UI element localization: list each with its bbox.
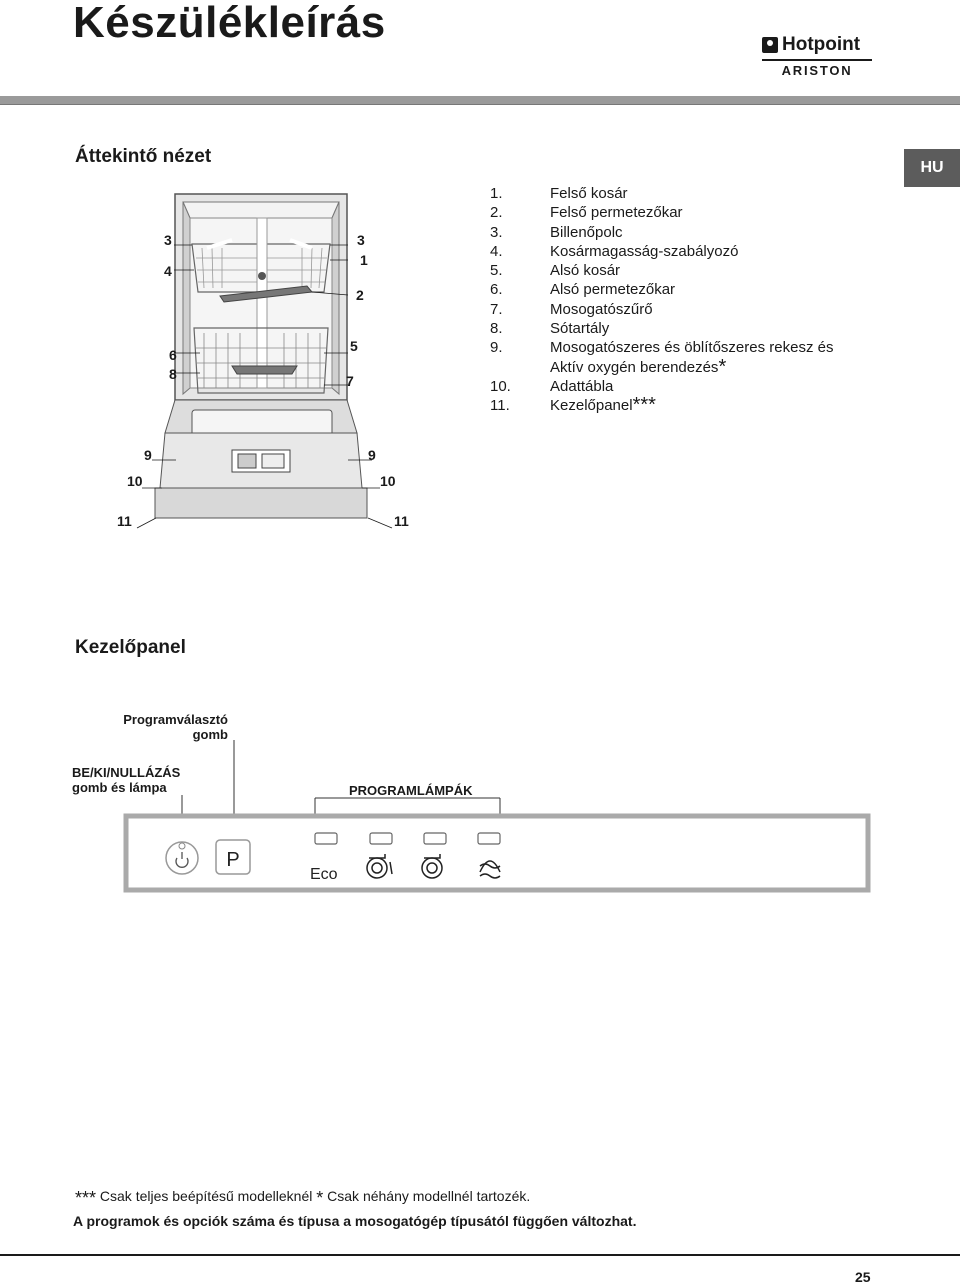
parts-list-item <box>490 300 833 319</box>
footer-rule <box>0 1254 960 1256</box>
parts-list-number: 11. <box>490 397 510 415</box>
parts-list-label: Mosogatószűrő <box>550 300 653 318</box>
parts-list-label: Aktív oxygén berendezés <box>550 358 719 376</box>
parts-list-item <box>490 184 833 203</box>
parts-list-label: Billenőpolc <box>550 223 623 241</box>
callout-3-right: 3 <box>357 232 365 248</box>
program-selector-label: Programválasztó gomb <box>123 712 228 742</box>
callout-9-left: 9 <box>144 447 152 463</box>
parts-list-label: Alsó permetezőkar <box>550 281 676 299</box>
overview-heading: Áttekintő nézet <box>75 146 212 167</box>
program-lamp-3 <box>424 833 446 844</box>
parts-list-label: Mosogatószeres és öblítőszeres rekesz és <box>550 339 834 357</box>
parts-list-number: 3. <box>490 223 503 241</box>
parts-list-item <box>490 319 833 338</box>
parts-list-number: 7. <box>490 300 503 318</box>
parts-list-item <box>490 396 833 415</box>
callout-10-right: 10 <box>380 473 396 489</box>
parts-list-label: Adattábla <box>550 377 614 395</box>
parts-list-number: 5. <box>490 262 503 280</box>
parts-list-item <box>490 377 833 396</box>
callout-3-left: 3 <box>164 232 172 248</box>
callout-5: 5 <box>350 338 358 354</box>
parts-list-item <box>490 280 833 299</box>
parts-list-label: Felső permetezőkar <box>550 204 683 222</box>
control-panel-diagram <box>60 700 880 900</box>
dishwasher-diagram <box>112 188 412 538</box>
parts-list-label: Alsó kosár <box>550 262 621 280</box>
parts-list-number: 8. <box>490 320 503 338</box>
page-number: 25 <box>855 1269 871 1285</box>
footnote-marker: *** <box>632 394 656 417</box>
callout-10-left: 10 <box>127 473 143 489</box>
callout-11-right: 11 <box>394 513 409 529</box>
parts-list-number <box>490 358 550 377</box>
parts-list-label: Sótartály <box>550 320 610 338</box>
parts-list-item <box>490 242 833 261</box>
eco-program-label: Eco <box>310 866 338 883</box>
parts-list-number: 10. <box>490 377 511 395</box>
power-button <box>166 842 198 874</box>
parts-list-label: Kezelőpanel <box>550 397 633 415</box>
header-bar <box>0 96 960 105</box>
callout-8: 8 <box>169 366 177 382</box>
parts-list-number: 4. <box>490 242 503 260</box>
hotpoint-logo-icon <box>762 37 778 53</box>
brand-name: Hotpoint <box>782 34 861 55</box>
program-button-label: P <box>226 849 240 871</box>
callout-9-right: 9 <box>368 447 376 463</box>
program-lamp-1 <box>315 833 337 844</box>
program-lamp-4 <box>478 833 500 844</box>
callout-1: 1 <box>360 252 368 268</box>
language-tab: HU <box>904 149 960 187</box>
parts-list-item <box>490 203 833 222</box>
parts-list-item <box>490 223 833 242</box>
parts-list-number: 1. <box>490 185 503 202</box>
parts-list <box>490 184 833 416</box>
parts-list-item <box>490 338 833 357</box>
parts-list-item <box>490 355 833 378</box>
parts-list-number: 2. <box>490 204 503 222</box>
page-title: Készülékleírás <box>73 0 386 47</box>
callout-2: 2 <box>356 287 364 303</box>
program-lamps-label: PROGRAMLÁMPÁK <box>349 783 473 798</box>
callout-4: 4 <box>164 263 172 279</box>
brand-sub: ARISTON <box>781 63 853 78</box>
brand-logo <box>762 34 872 78</box>
parts-list-number: 6. <box>490 281 503 299</box>
parts-list-item <box>490 261 833 280</box>
parts-list-number: 9. <box>490 339 503 357</box>
control-panel-heading: Kezelőpanel <box>75 637 186 658</box>
program-lamp-2 <box>370 833 392 844</box>
callout-7: 7 <box>346 373 354 389</box>
onoff-label: BE/KI/NULLÁZÁS gomb és lámpa <box>72 765 181 795</box>
footnote-marker: * <box>718 355 727 378</box>
footnote-availability: *** Csak teljes beépítésű modelleknél * Csak néhány modellnél tartozék. <box>75 1188 531 1208</box>
callout-6: 6 <box>169 347 177 363</box>
callout-11-left: 11 <box>117 513 132 529</box>
parts-list-label: Felső kosár <box>550 185 628 202</box>
parts-list-label: Kosármagasság-szabályozó <box>550 242 739 260</box>
footnote-programs: A programok és opciók száma és típusa a mosogatógép típusától függően változhat. <box>73 1213 637 1229</box>
